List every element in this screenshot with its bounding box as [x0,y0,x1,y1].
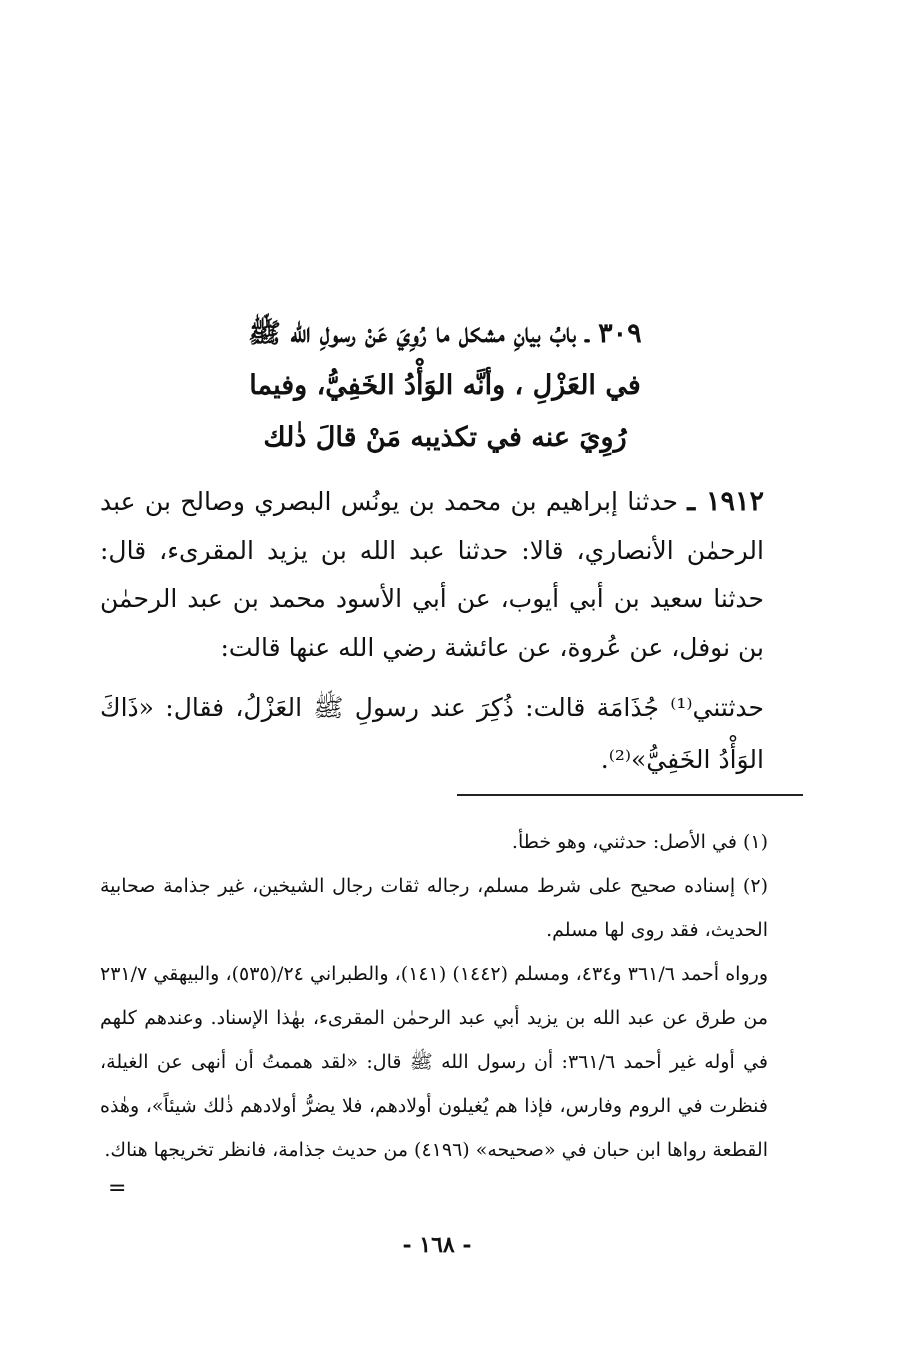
footnote-continuation-mark: = [108,1176,127,1201]
chapter-heading-line-3: رُوِيَ عنه في تكذيبه مَنْ قالَ ذٰلك [263,422,627,453]
page-number: - ١٦٨ - [402,1232,472,1258]
hadith-paragraph [100,478,764,672]
hadith-number: ١٩١٢ ـ [687,486,764,517]
chapter-heading [150,308,740,464]
chapter-heading-line-2: في العَزْلِ ، وأنَّه الوَأْدُ الخَفِيُّ، وفيما [249,370,641,401]
footnote-1: (١) في الأصل: حدثني، وهو خطأ. [511,831,768,853]
footnote-2-continuation: ورواه أحمد ٣٦١/٦ و٤٣٤، ومسلم (١٤٤٢) (١٤١)، والطبراني ٢٤/(٥٣٥)، والبيهقي ٢٣١/٧ من طرق عن عبد الله بن يزيد أبي عبد الرحمٰن المقرىء، بهٰذا الإسناد. وعندهم كلهم في أوله غير أحمد ٣٦١/٦: أن رسول الله ﷺ قال: «لقد هممتُ أن أنهى عن الغيلة، فنظرت في الروم وفارس، فإذا هم يُغيلون أولادهم، فلا يضرُّ أولادهم ذٰلك شيئاً»، وهٰذه القطعة رواها ابن حبان في «صحيحه» (٤١٩٦) من حديث جذامة، فانظر تخريجها هناك. [100,963,768,1161]
chapter-heading-line-1: ٣٠٩ ـ بابُ بيانِ مشكل ما رُوِيَ عَنْ رسولِ الله ﷺ [248,318,642,349]
hadith-matn-paragraph: حدثتني⁽¹⁾ جُذَامَة قالت: ذُكِرَ عند رسولِ ﷺ العَزْلُ، فقال: «ذَاكَ الوَأْدُ الخَفِيُّ»⁽²⁾. [100,693,764,774]
footnotes [100,820,804,1172]
footnote-separator [457,794,803,796]
hadith-isnad-text: حدثنا إبراهيم بن محمد بن يونُس البصري وصالح بن عبد الرحمٰن الأنصاري، قالا: حدثنا عبد الله بن يزيد المقرىء، قال: حدثنا سعيد بن أبي أيوب، عن أبي الأسود محمد بن عبد الرحمٰن بن نوفل، عن عُروة، عن عائشة رضي الله عنها قالت: [100,487,764,662]
footnote-2: (٢) إسناده صحيح على شرط مسلم، رجاله ثقات رجال الشيخين، غير جذامة صحابية الحديث، فقد روى لها مسلم. [100,875,768,941]
